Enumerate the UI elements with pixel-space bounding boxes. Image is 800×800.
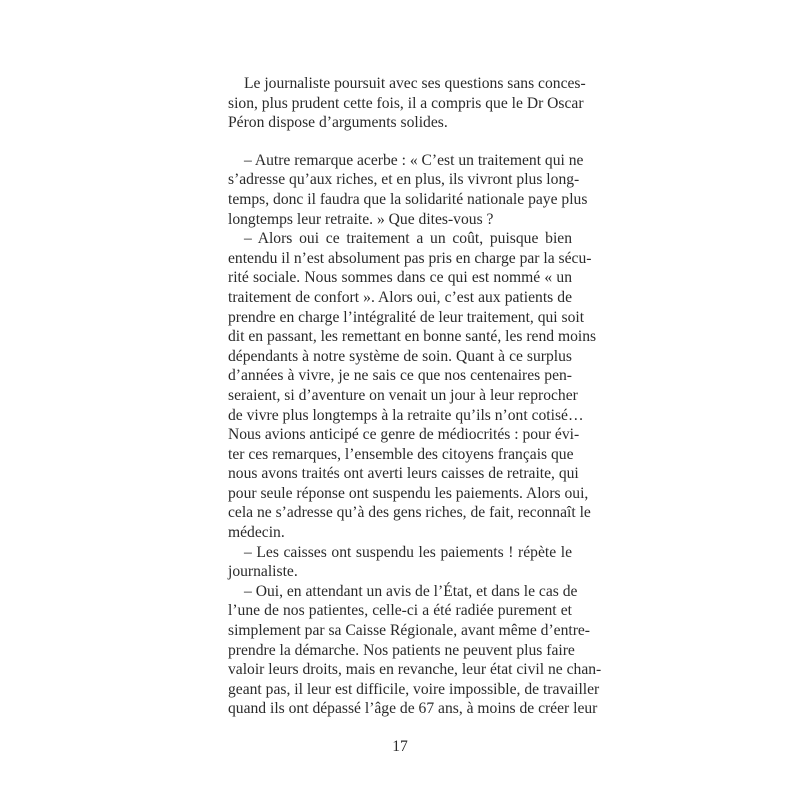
- text-line: geant pas, il leur est difficile, voire impossible, de travailler: [228, 680, 600, 698]
- text-line: de vivre plus longtemps à la retraite qu’ils n’ont cotisé…: [228, 406, 584, 424]
- text-line: l’une de nos patientes, celle-ci a été radiée purement et: [228, 602, 572, 620]
- text-line: quand ils ont dépassé l’âge de 67 ans, à moins de créer leur: [228, 700, 598, 718]
- text-line: – Autre remarque acerbe : « C’est un traitement qui ne: [244, 151, 584, 169]
- text-line: prendre la démarche. Nos patients ne peuvent plus faire: [228, 641, 575, 659]
- text-line: d’années à vivre, je ne sais ce que nos centenaires pen-: [228, 367, 572, 385]
- text-line: pour seule réponse ont suspendu les paiements. Alors oui,: [228, 484, 589, 502]
- text-line: traitement de confort ». Alors oui, c’est aux patients de: [228, 288, 572, 306]
- text-line: dépendants à notre système de soin. Quant à ce surplus: [228, 347, 572, 365]
- text-line: ter ces remarques, l’ensemble des citoyens français que: [228, 445, 574, 463]
- text-line: prendre en charge l’intégralité de leur traitement, qui soit: [228, 308, 585, 326]
- text-line: dit en passant, les remettant en bonne santé, les rend moins: [228, 328, 597, 346]
- text-line: simplement par sa Caisse Régionale, avant même d’entre-: [228, 622, 590, 640]
- text-line: rité sociale. Nous sommes dans ce qui est nommé « un: [228, 269, 572, 287]
- text-line: médecin.: [228, 524, 285, 542]
- text-line: cela ne s’adresse qu’à des gens riches, de fait, reconnaît le: [228, 504, 591, 522]
- text-line: Nous avions anticipé ce genre de médiocrités : pour évi-: [228, 426, 580, 444]
- text-line: sion, plus prudent cette fois, il a compris que le Dr Oscar: [228, 94, 584, 112]
- text-line: – Oui, en attendant un avis de l’État, et dans le cas de: [244, 582, 578, 600]
- text-line: – Les caisses ont suspendu les paiements ! répète le: [244, 543, 572, 561]
- page-number: 17: [392, 738, 408, 755]
- paragraph-spacer: [228, 133, 572, 151]
- text-line: s’adresse qu’aux riches, et en plus, ils vivront plus long-: [228, 171, 580, 189]
- text-line: Le journaliste poursuit avec ses questions sans conces-: [244, 75, 586, 92]
- text-line: valoir leurs droits, mais en revanche, leur état civil ne chan-: [228, 661, 602, 679]
- body-text: [228, 74, 602, 719]
- text-line: – Alors oui ce traitement a un coût, puisque bien: [244, 230, 572, 248]
- text-line: Péron dispose d’arguments solides.: [228, 114, 448, 132]
- text-line: journaliste.: [228, 563, 298, 581]
- text-line: temps, donc il faudra que la solidarité nationale paye plus: [228, 190, 588, 208]
- text-line: longtemps leur retraite. » Que dites-vous ?: [228, 210, 494, 228]
- text-line: nous avons traités ont averti leurs caisses de retraite, qui: [228, 465, 579, 483]
- text-line: seraient, si d’aventure on venait un jour à leur reprocher: [228, 386, 578, 404]
- text-line: entendu il n’est absolument pas pris en charge par la sécu-: [228, 249, 592, 267]
